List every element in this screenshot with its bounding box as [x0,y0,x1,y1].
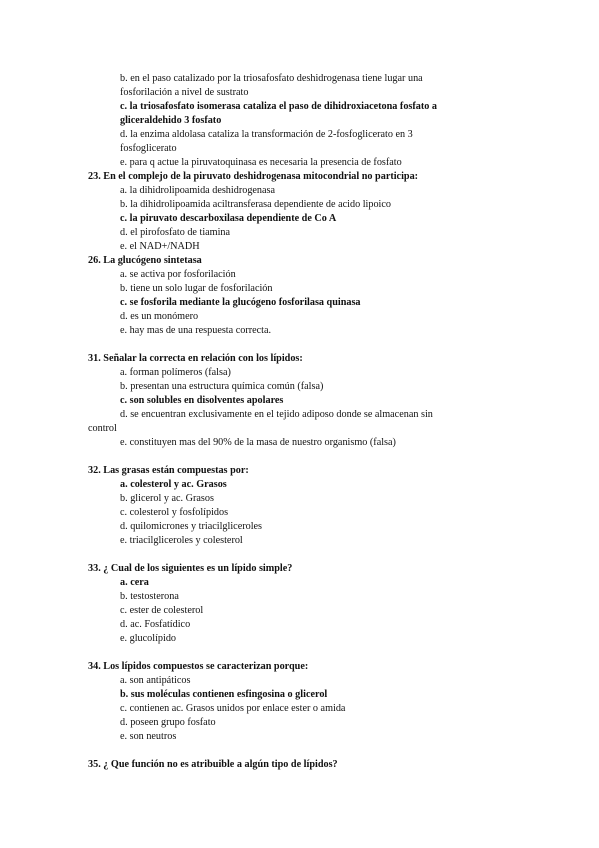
question-35-title: 35. ¿ Que función no es atribuible a algún tipo de lípidos? [88,759,338,770]
question-34-title: 34. Los lípidos compuestos se caracterizan porque: [88,661,309,672]
q26-option-d: d. es un monómero [120,311,199,322]
q34-option-c: c. contienen ac. Grasos unidos por enlace ester o amida [120,703,346,714]
q33-option-d: d. ac. Fosfatídico [120,619,191,630]
q34-option-e: e. son neutros [120,731,177,742]
q32-option-e: e. triacilgliceroles y colesterol [120,535,243,546]
option-c-line2: gliceraldehido 3 fosfato [120,115,222,126]
q34-option-d: d. poseen grupo fosfato [120,717,216,728]
question-26-title: 26. La glucógeno sintetasa [88,255,202,266]
q33-option-e: e. glucolípido [120,633,177,644]
q33-option-c: c. ester de colesterol [120,605,204,616]
q31-option-a: a. forman polímeros (falsa) [120,367,231,378]
option-d-line1: d. la enzima aldolasa cataliza la transformación de 2-fosfoglicerato en 3 [120,129,413,140]
q31-option-c: c. son solubles en disolventes apolares [120,395,284,406]
q32-option-d: d. quilomicrones y triacilgliceroles [120,521,263,532]
q26-option-e: e. hay mas de una respuesta correcta. [120,325,272,336]
q32-option-c: c. colesterol y fosfolípidos [120,507,229,518]
q33-option-a: a. cera [120,577,149,588]
q34-option-b: b. sus moléculas contienen esfingosina o glicerol [120,689,328,700]
q32-option-b: b. glicerol y ac. Grasos [120,493,214,504]
q23-option-c: c. la piruvato descarboxilasa dependiente de Co A [120,213,337,224]
option-c-line1: c. la triosafosfato isomerasa cataliza el paso de dihidroxiacetona fosfato a [120,101,438,112]
q23-option-e: e. el NAD+/NADH [120,241,200,252]
question-32-title: 32. Las grasas están compuestas por: [88,465,249,476]
question-31-title: 31. Señalar la correcta en relación con los lípidos: [88,353,303,364]
q31-option-d-line2: control [88,423,117,434]
q26-option-b: b. tiene un solo lugar de fosforilación [120,283,273,294]
question-23-title: 23. En el complejo de la piruvato deshidrogenasa mitocondrial no participa: [88,171,419,182]
q23-option-b: b. la dihidrolipoamida aciltransferasa dependiente de acido lipoico [120,199,391,210]
q31-option-b: b. presentan una estructura química común (falsa) [120,381,324,392]
q23-option-a: a. la dihidrolipoamida deshidrogenasa [120,185,276,196]
q31-option-d-line1: d. se encuentran exclusivamente en el tejido adiposo donde se almacenan sin [120,409,433,420]
q32-option-a: a. colesterol y ac. Grasos [120,479,227,490]
q34-option-a: a. son antipáticos [120,675,191,686]
option-b-line2: fosforilación a nivel de sustrato [120,87,249,98]
option-d-line2: fosfoglicerato [120,143,177,154]
option-e: e. para q actue la piruvatoquinasa es necesaria la presencia de fosfato [120,157,402,168]
question-33-title: 33. ¿ Cual de los siguientes es un lípido simple? [88,563,293,574]
q31-option-e: e. constituyen mas del 90% de la masa de nuestro organismo (falsa) [120,437,396,448]
q26-option-c: c. se fosforila mediante la glucógeno fosforilasa quinasa [120,297,361,308]
option-b-line1: b. en el paso catalizado por la triosafosfato deshidrogenasa tiene lugar una [120,73,423,84]
q26-option-a: a. se activa por fosforilación [120,269,236,280]
q33-option-b: b. testosterona [120,591,179,602]
q23-option-d: d. el pirofosfato de tiamina [120,227,231,238]
